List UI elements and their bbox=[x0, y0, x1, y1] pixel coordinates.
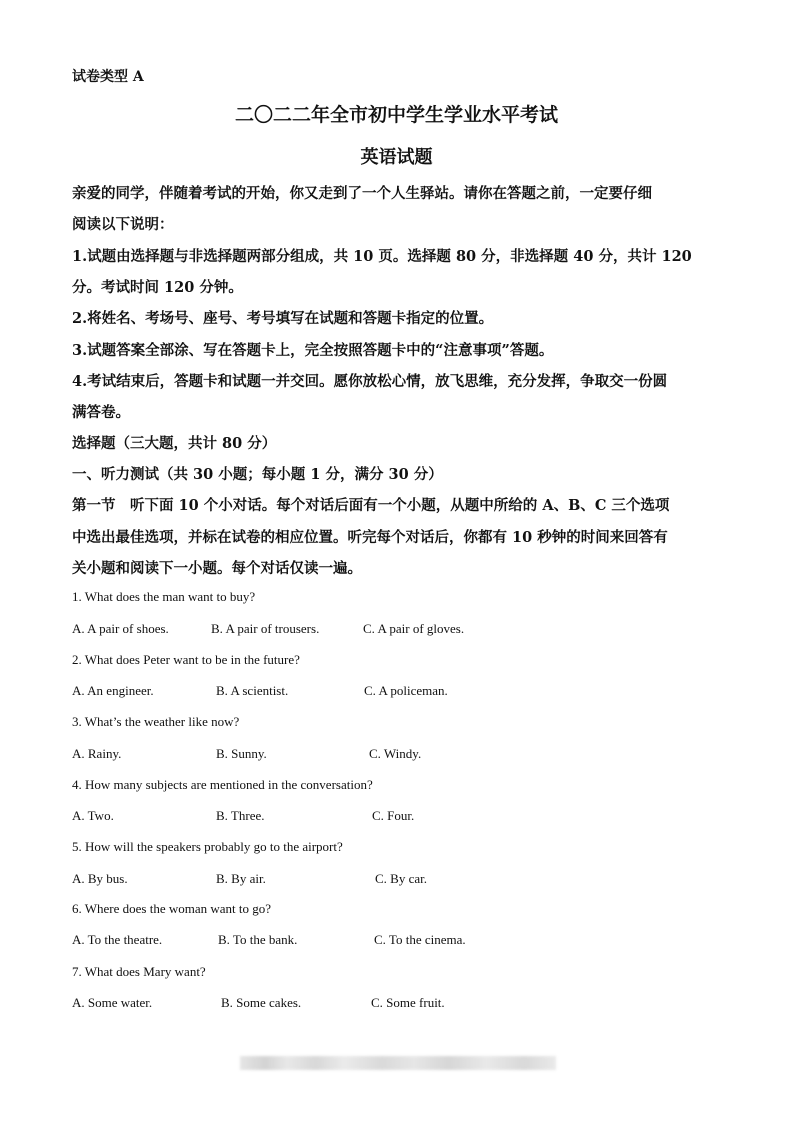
question-3: 3. What’s the weather like now? bbox=[72, 714, 240, 729]
part-1-directions-line-2: 中选出最佳选项，并标在试卷的相应位置。听完每个对话后，你都有 10 秒钟的时间来回答有 bbox=[72, 529, 668, 546]
question-1-option-c: C. A pair of gloves. bbox=[363, 621, 465, 636]
question-1-option-b: B. A pair of trousers. bbox=[211, 621, 320, 636]
question-4-option-c: C. Four. bbox=[372, 808, 415, 823]
instruction-2: 2.将姓名、考场号、座号、考号填写在试题和答题卡指定的位置。 bbox=[72, 310, 494, 327]
question-7-option-a: A. Some water. bbox=[72, 995, 153, 1010]
question-4: 4. How many subjects are mentioned in the conversation? bbox=[72, 777, 373, 792]
instruction-3: 3.试题答案全部涂、写在答题卡上，完全按照答题卡中的“注意事项”答题。 bbox=[72, 342, 554, 359]
instruction-4-line-1: 4.考试结束后，答题卡和试题一并交回。愿你放松心情，放飞思维，充分发挥，争取交一份圆 bbox=[72, 373, 668, 390]
question-6: 6. Where does the woman want to go? bbox=[72, 901, 272, 916]
question-5-option-a: A. By bus. bbox=[72, 871, 128, 886]
question-7: 7. What does Mary want? bbox=[72, 964, 206, 979]
question-3-option-a: A. Rainy. bbox=[72, 746, 122, 761]
intro-line-1: 亲爱的同学，伴随着考试的开始，你又走到了一个人生驿站。请你在答题之前，一定要仔细 bbox=[72, 185, 652, 202]
part-1-directions-line-3: 关小题和阅读下一小题。每个对话仅读一遍。 bbox=[72, 560, 362, 577]
question-3-option-c: C. Windy. bbox=[369, 746, 422, 761]
question-7-option-c: C. Some fruit. bbox=[371, 995, 445, 1010]
question-6-option-c: C. To the cinema. bbox=[374, 932, 466, 947]
question-2: 2. What does Peter want to be in the future? bbox=[72, 652, 300, 667]
intro-line-2: 阅读以下说明： bbox=[72, 216, 174, 233]
question-7-option-b: B. Some cakes. bbox=[221, 995, 302, 1010]
exam-subject-title: 英语试题 bbox=[360, 147, 433, 168]
section-listening-heading: 一、听力测试（共 30 小题；每小题 1 分，满分 30 分） bbox=[72, 466, 443, 483]
instruction-1-line-2: 分。考试时间 120 分钟。 bbox=[72, 279, 243, 296]
blurred-footer-watermark bbox=[240, 1056, 556, 1070]
question-5-option-b: B. By air. bbox=[216, 871, 266, 886]
section-choice-heading: 选择题（三大题，共计 80 分） bbox=[72, 435, 277, 452]
question-2-option-a: A. An engineer. bbox=[72, 683, 154, 698]
part-1-directions-line-1: 第一节 听下面 10 个小对话。每个对话后面有一个小题，从题中所给的 A、B、C 三个选项 bbox=[72, 497, 670, 514]
question-2-option-b: B. A scientist. bbox=[216, 683, 289, 698]
question-1-option-a: A. A pair of shoes. bbox=[72, 621, 169, 636]
instruction-4-line-2: 满答卷。 bbox=[72, 404, 130, 421]
question-2-option-c: C. A policeman. bbox=[364, 683, 448, 698]
exam-title: 二〇二二年全市初中学生学业水平考试 bbox=[234, 104, 558, 126]
question-5: 5. How will the speakers probably go to the airport? bbox=[72, 839, 343, 854]
question-1: 1. What does the man want to buy? bbox=[72, 589, 256, 604]
paper-type-label: 试卷类型 A bbox=[72, 69, 144, 85]
question-4-option-b: B. Three. bbox=[216, 808, 265, 823]
question-6-option-a: A. To the theatre. bbox=[72, 932, 163, 947]
question-6-option-b: B. To the bank. bbox=[218, 932, 298, 947]
instruction-1-line-1: 1.试题由选择题与非选择题两部分组成，共 10 页。选择题 80 分，非选择题 40 分，共计 120 bbox=[72, 248, 692, 265]
question-5-option-c: C. By car. bbox=[375, 871, 427, 886]
question-4-option-a: A. Two. bbox=[72, 808, 114, 823]
question-3-option-b: B. Sunny. bbox=[216, 746, 267, 761]
